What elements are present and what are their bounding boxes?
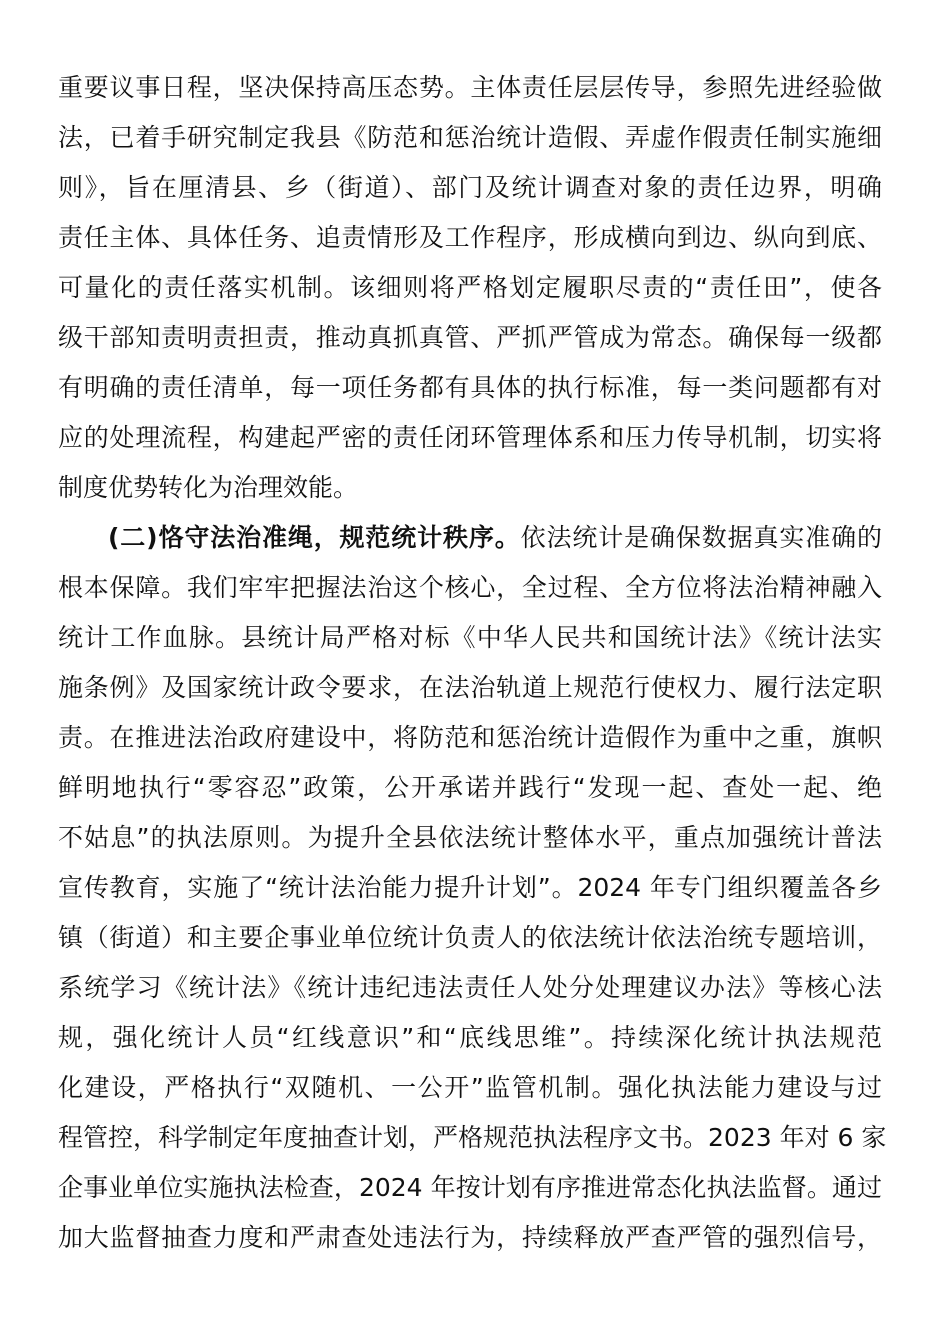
text-line: 级干部知责明责担责，推动真抓真管、严抓严管成为常态。确保每一级都 (58, 323, 882, 352)
text-line: 责任主体、具体任务、追责情形及工作程序，形成横向到边、纵向到底、 (58, 223, 882, 252)
text-line: 根本保障。我们牢牢把握法治这个核心，全过程、全方位将法治精神融入 (58, 573, 882, 602)
text-line: 法，已着手研究制定我县《防范和惩治统计造假、弄虚作假责任制实施细 (58, 123, 882, 152)
text-line: 程管控，科学制定年度抽查计划，严格规范执法程序文书。2023 年对 6 家 (58, 1123, 887, 1152)
text-line: 施条例》及国家统计政令要求，在法治轨道上规范行使权力、履行法定职 (58, 673, 882, 702)
section-heading: (二)恪守法治准绳，规范统计秩序。 (108, 523, 521, 552)
text-line: 制度优势转化为治理效能。 (58, 473, 359, 502)
text-line: 加大监督抽查力度和严肃查处违法行为，持续释放严查严管的强烈信号， (58, 1223, 882, 1252)
text-line: 则》，旨在厘清县、乡（街道）、部门及统计调查对象的责任边界，明确 (58, 173, 882, 202)
text-line: 应的处理流程，构建起严密的责任闭环管理体系和压力传导机制，切实将 (58, 423, 882, 452)
text-line: 统计工作血脉。县统计局严格对标《中华人民共和国统计法》《统计法实 (58, 623, 882, 652)
text-line: 系统学习《统计法》《统计违纪违法责任人处分处理建议办法》等核心法 (58, 973, 882, 1002)
text-line: 重要议事日程，坚决保持高压态势。主体责任层层传导，参照先进经验做 (58, 73, 882, 102)
section-lead-text: 依法统计是确保数据真实准确的 (520, 523, 882, 552)
text-line: 责。在推进法治政府建设中，将防范和惩治统计造假作为重中之重，旗帜 (58, 723, 882, 752)
section-first-line (108, 518, 882, 558)
text-line: 企事业单位实施执法检查，2024 年按计划有序推进常态化执法监督。通过 (58, 1173, 882, 1202)
text-line: 可量化的责任落实机制。该细则将严格划定履职尽责的“责任田”，使各 (58, 273, 882, 302)
text-line: 规，强化统计人员“红线意识”和“底线思维”。持续深化统计执法规范 (58, 1023, 882, 1052)
text-line: 镇（街道）和主要企事业单位统计负责人的依法统计依法治统专题培训， (58, 923, 882, 952)
text-line: 鲜明地执行“零容忍”政策，公开承诺并践行“发现一起、查处一起、绝 (58, 773, 882, 802)
text-line: 宣传教育，实施了“统计法治能力提升计划”。2024 年专门组织覆盖各乡 (58, 873, 882, 902)
text-line: 化建设，严格执行“双随机、一公开”监管机制。强化执法能力建设与过 (58, 1073, 882, 1102)
text-line: 不姑息”的执法原则。为提升全县依法统计整体水平，重点加强统计普法 (58, 823, 882, 852)
text-line: 有明确的责任清单，每一项任务都有具体的执行标准，每一类问题都有对 (58, 373, 882, 402)
